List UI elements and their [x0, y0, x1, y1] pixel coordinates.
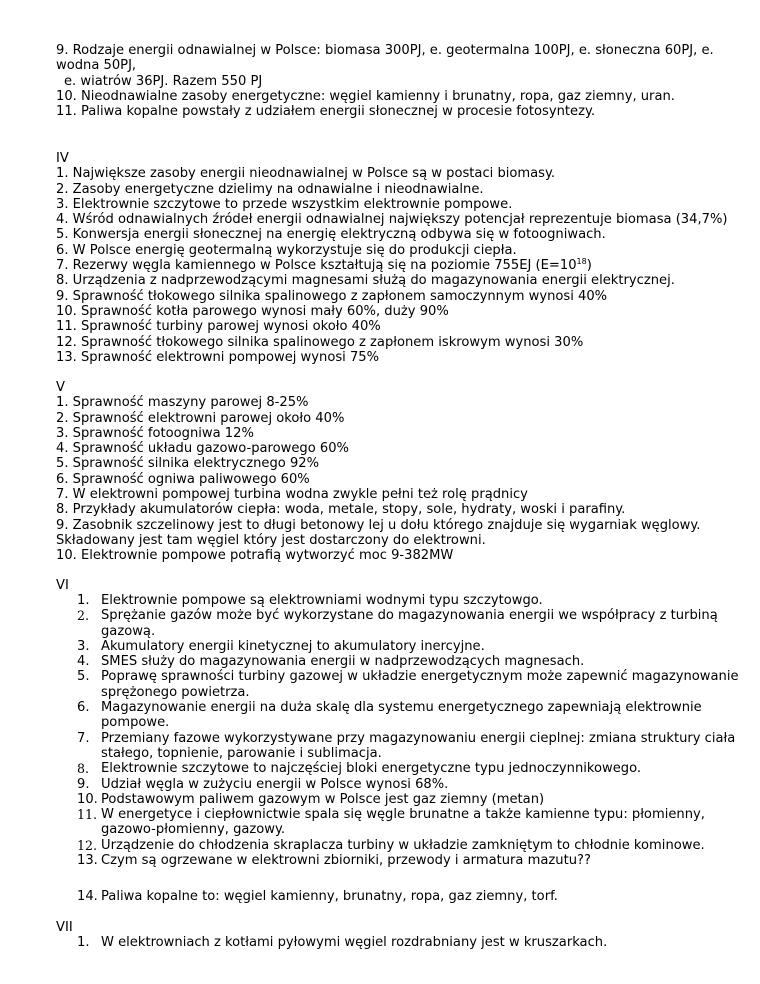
vi-list-item — [56, 761, 746, 776]
vi-item-text: W energetyce i ciepłownictwie spala się węgle brunatne a także kamienne typu: płomienny, gazowo-płomienny, gazowy. — [101, 807, 705, 838]
v-item: 1. Sprawność maszyny parowej 8-25% — [56, 395, 309, 411]
vi-list-item — [56, 853, 746, 868]
vi-list-item — [56, 807, 746, 838]
v-item: 10. Elektrownie pompowe potrafią wytworzyć moc 9-382MW — [56, 548, 454, 564]
vi-item-number: 1. — [77, 593, 90, 608]
vi-item-number: 4. — [77, 654, 90, 670]
vi-item-number: 6. — [77, 700, 90, 716]
v-item: 4. Sprawność układu gazowo-parowego 60% — [56, 441, 349, 457]
vii-list-item — [56, 935, 746, 950]
vi-list-item — [56, 654, 746, 669]
section-vi-list-cont — [56, 889, 746, 904]
iv-item-7-exponent: 18 — [576, 257, 587, 267]
vi-list-item — [56, 639, 746, 654]
iv-item-7 — [56, 258, 746, 273]
vi-item-text: Paliwa kopalne to: węgiel kamienny, brunatny, ropa, gaz ziemny, torf. — [101, 889, 558, 904]
section-iv — [56, 151, 746, 365]
v-item: 7. W elektrowni pompowej turbina wodna zwykle pełni też rolę prądnicy — [56, 487, 528, 503]
section-vii-heading: VII — [56, 920, 73, 935]
v-item: 6. Sprawność ogniwa paliwowego 60% — [56, 471, 310, 487]
iv-item-7-close: ) — [586, 258, 592, 274]
vi-list-item — [56, 669, 746, 700]
top-item-9-cont: e. wiatrów 36PJ. Razem 550 PJ — [64, 73, 263, 89]
vi-item-number: 9. — [77, 776, 90, 792]
top-item-10: 10. Nieodnawialne zasoby energetyczne: węgiel kamienny i brunatny, ropa, gaz ziemny, uran. — [56, 88, 675, 104]
v-item: 5. Sprawność silnika elektrycznego 92% — [56, 456, 320, 472]
vi-list-item — [56, 838, 746, 853]
vi-list-item — [56, 700, 746, 731]
vi-item-text: Magazynowanie energii na duża skalę dla systemu energetycznego zapewniają elektrownie pompowe. — [101, 700, 702, 731]
top-list — [56, 43, 746, 119]
top-item-9: 9. Rodzaje energii odnawialnej w Polsce: biomasa 300PJ, e. geotermalna 100PJ, e. słoneczna 60PJ, e. wodna 50PJ, — [56, 43, 714, 74]
section-v-heading: V — [56, 380, 65, 395]
section-vii-list — [56, 935, 746, 950]
vi-item-text: Sprężanie gazów może być wykorzystane do magazynowania energii we współpracy z turbiną gazową. — [101, 608, 718, 639]
vi-item-text: SMES służy do magazynowania energii w nadprzewodzących magnesach. — [101, 654, 585, 670]
vi-item-number: 2. — [77, 608, 90, 624]
vi-item-text: Przemiany fazowe wykorzystywane przy magazynowaniu energii cieplnej: zmiana struktury ciała stałego, topnienie, parowanie i sublimacja. — [101, 730, 736, 761]
iv-item: 4. Wśród odnawialnych źródeł energii odnawialnej największy potencjał reprezentuje biomasa (34,7%) — [56, 212, 728, 228]
section-vi-list — [56, 593, 746, 868]
vi-item-text: Poprawę sprawności turbiny gazowej w układzie energetycznym może zapewnić magazynowanie sprężonego powietrza. — [101, 669, 739, 700]
vi-item-number: 11. — [77, 807, 98, 823]
vi-item-number: 8. — [77, 761, 90, 777]
vi-item-number: 13. — [77, 853, 98, 869]
vi-list-item — [56, 608, 746, 639]
iv-item-7-text: 7. Rezerwy węgla kamiennego w Polsce kształtują się na poziomie 755EJ (E=10 — [56, 258, 577, 274]
iv-item: 11. Sprawność turbiny parowej wynosi około 40% — [56, 319, 381, 335]
section-vi-heading: VI — [56, 578, 69, 593]
vii-item-text: W elektrowniach z kotłami pyłowymi węgiel rozdrabniany jest w kruszarkach. — [101, 935, 608, 950]
iv-item: 1. Największe zasoby energii nieodnawialnej w Polsce są w postaci biomasy. — [56, 166, 556, 182]
vi-list-item — [56, 593, 746, 608]
vi-list-item — [56, 889, 746, 904]
iv-item: 2. Zasoby energetyczne dzielimy na odnawialne i nieodnawialne. — [56, 181, 484, 197]
iv-item: 6. W Polsce energię geotermalną wykorzystuje się do produkcji ciepła. — [56, 242, 517, 258]
vi-item-text: Urządzenie do chłodzenia skraplacza turbiny w układzie zamkniętym to chłodnie kominowe. — [101, 837, 705, 853]
vi-item-number: 5. — [77, 669, 90, 685]
iv-item: 8. Urządzenia z nadprzewodzącymi magnesami służą do magazynowania energii elektrycznej. — [56, 273, 675, 289]
vi-item-number: 3. — [77, 638, 90, 654]
vi-item-number: 10. — [77, 791, 98, 807]
vi-list-item — [56, 792, 746, 807]
vii-item-number: 1. — [77, 935, 90, 950]
iv-item: 5. Konwersja energii słonecznej na energię elektryczną odbywa się w fotoogniwach. — [56, 227, 606, 243]
iv-item: 3. Elektrownie szczytowe to przede wszystkim elektrownie pompowe. — [56, 196, 513, 212]
top-item-11: 11. Paliwa kopalne powstały z udziałem energii słonecznej w procesie fotosyntezy. — [56, 104, 596, 120]
v-item: 2. Sprawność elektrowni parowej około 40% — [56, 410, 345, 426]
vi-item-number: 14. — [77, 889, 98, 904]
section-v — [56, 380, 746, 564]
v-item: 8. Przykłady akumulatorów ciepła: woda, metale, stopy, sole, hydraty, woski i parafiny. — [56, 502, 626, 518]
iv-item: 9. Sprawność tłokowego silnika spalinowego z zapłonem samoczynnym wynosi 40% — [56, 288, 608, 304]
iv-item: 10. Sprawność kotła parowego wynosi mały 60%, duży 90% — [56, 303, 449, 319]
vi-item-text: Elektrownie szczytowe to najczęściej bloki energetyczne typu jednoczynnikowego. — [101, 761, 642, 777]
vi-item-text: Podstawowym paliwem gazowym w Polsce jest gaz ziemny (metan) — [101, 791, 545, 807]
section-iv-heading: IV — [56, 151, 69, 166]
v-item: 9. Zasobnik szczelinowy jest to długi betonowy lej u dołu którego znajduje się wygarniak węglowy. Składowany jest tam węgiel który jest dostarczony do elektrowni. — [56, 517, 701, 548]
v-item: 3. Sprawność fotoogniwa 12% — [56, 425, 254, 441]
iv-item: 12. Sprawność tłokowego silnika spalinowego z zapłonem iskrowym wynosi 30% — [56, 334, 584, 350]
vi-list-item — [56, 731, 746, 762]
vi-item-text: Udział węgla w zużyciu energii w Polsce wynosi 68%. — [101, 776, 449, 792]
vi-item-text: Elektrownie pompowe są elektrowniami wodnymi typu szczytowgo. — [101, 593, 543, 608]
vi-list-item — [56, 777, 746, 792]
iv-item: 13. Sprawność elektrowni pompowej wynosi 75% — [56, 349, 380, 365]
vi-item-text: Czym są ogrzewane w elektrowni zbiorniki, przewody i armatura mazutu?? — [101, 853, 591, 869]
vi-item-text: Akumulatory energii kinetycznej to akumulatory inercyjne. — [101, 638, 485, 654]
vi-item-number: 7. — [77, 730, 90, 746]
vi-item-number: 12. — [77, 837, 98, 853]
